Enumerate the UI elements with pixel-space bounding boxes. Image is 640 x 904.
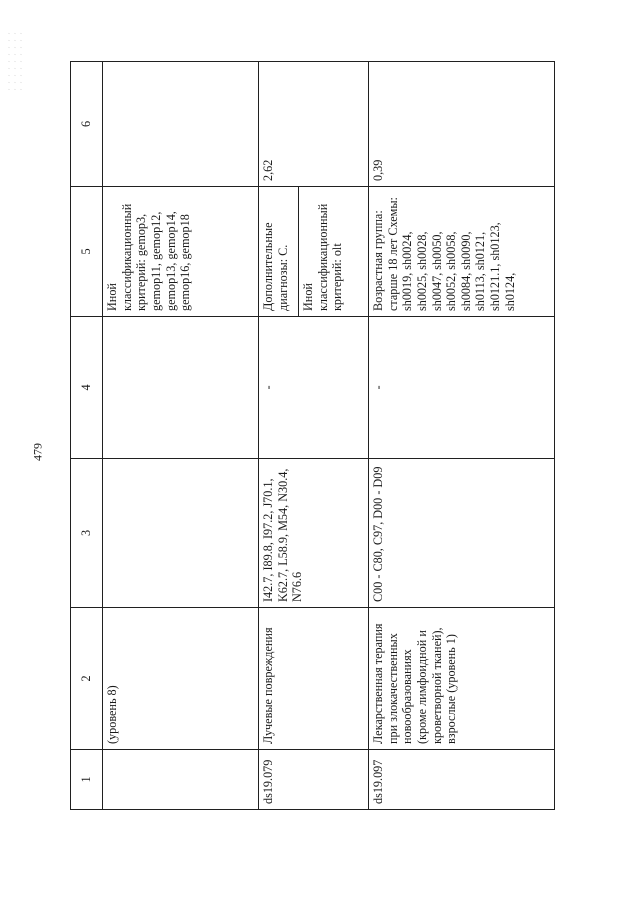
criteria-classification: Иной классификационный критерий: olt	[301, 203, 345, 311]
cell-coefficient: 0,39	[369, 62, 555, 187]
column-header: 2	[71, 608, 103, 750]
cell-services	[103, 317, 259, 459]
page-number: 479	[30, 443, 45, 461]
cell-coefficient: 2,62	[259, 62, 369, 187]
cell-criteria	[259, 187, 369, 317]
column-header: 4	[71, 317, 103, 459]
criteria-additional-diagnoses: Дополнительные диагнозы: C.	[259, 187, 299, 316]
table-header-row	[71, 62, 103, 810]
cell-name: (уровень 8)	[103, 608, 259, 750]
column-header: 6	[71, 62, 103, 187]
column-header: 5	[71, 187, 103, 317]
cell-icd: C00 - C80, C97, D00 - D09	[369, 459, 555, 608]
cell-code: ds19.079	[259, 750, 369, 810]
cell-criteria: Иной классификационный критерий: gemop3, gemop11, gemop12, gemop13, gemop14, gemop16, gemop18	[103, 187, 259, 317]
column-header: 3	[71, 459, 103, 608]
rotated-table-wrapper	[70, 62, 554, 810]
cell-icd	[103, 459, 259, 608]
cell-code: ds19.097	[369, 750, 555, 810]
cell-services: -	[369, 317, 555, 459]
column-header: 1	[71, 750, 103, 810]
cell-criteria: Возрастная группа: старше 18 лет Схемы: sh0019, sh0024, sh0025, sh0028, sh0047, sh0050, sh0052, sh0058, sh0084, sh0090, sh0113, sh0121, sh0121.1, sh0123, sh0124,	[369, 187, 555, 317]
tariff-table	[70, 61, 555, 810]
cell-name: Лучевые повреждения	[259, 608, 369, 750]
scan-noise	[6, 30, 26, 90]
table-row	[259, 62, 369, 810]
cell-code	[103, 750, 259, 810]
table-row	[369, 62, 555, 810]
cell-icd: I42.7, I89.8, I97.2, J70.1, K62.7, L58.9, M54, N30.4, N76.6	[259, 459, 369, 608]
table-row	[103, 62, 259, 810]
cell-name: Лекарственная терапия при злокачественных новообразованиях (кроме лимфоидной и кроветворной тканей), взрослые (уровень 1)	[369, 608, 555, 750]
cell-coefficient	[103, 62, 259, 187]
cell-services: -	[259, 317, 369, 459]
